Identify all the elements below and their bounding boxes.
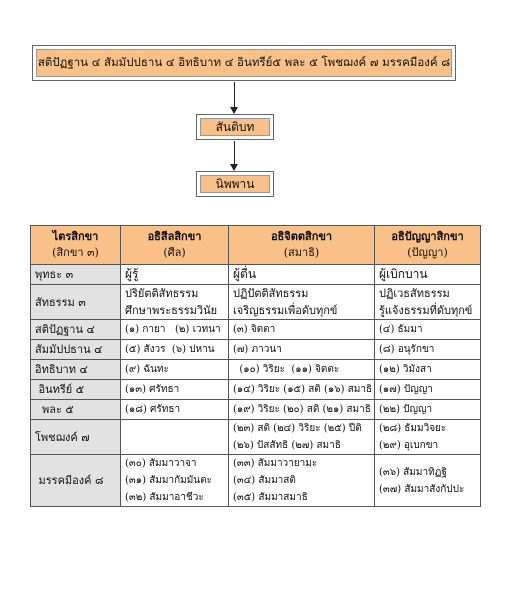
table-cell-c1 <box>121 420 229 455</box>
cell-line: (๑๔) วิริยะ (๑๕) สติ (๑๖) สมาธิ <box>233 384 373 395</box>
table-cell-c3 <box>375 340 481 360</box>
cell-line: (๒๓) สติ (๒๔) วิริยะ (๒๕) ปีติ <box>233 423 362 434</box>
cell-line: (๘) อนุรักขา <box>379 344 435 355</box>
table-cell-c1 <box>121 285 229 320</box>
cell-line: (๓๔) สัมมาสติ <box>233 475 296 486</box>
table-cell-c1 <box>121 320 229 340</box>
table-cell-c1 <box>121 265 229 285</box>
row-label: พุทธะ ๓ <box>31 265 121 285</box>
table-cell-c1 <box>121 455 229 507</box>
cell-line: (๒๖) ปัสสัทธิ (๒๗) สมาธิ <box>233 440 341 451</box>
santibot-text: สันติบท <box>215 119 255 134</box>
row-label: สัมมัปปธาน ๔ <box>31 340 121 360</box>
table-cell-c3 <box>375 400 481 420</box>
table-cell-c1 <box>121 400 229 420</box>
table-cell-c2 <box>229 340 375 360</box>
header-trisikkha: ไตรสิกขา (สิกขา ๓) <box>31 226 121 265</box>
table-cell-c2 <box>229 420 375 455</box>
table-cell-c3 <box>375 455 481 507</box>
table-row <box>31 285 481 320</box>
cell-line: ผู้เบิกบาน <box>379 267 428 281</box>
nibbana-text: นิพพาน <box>215 176 255 191</box>
cell-line: (๑๒) วิมังสา <box>379 364 432 375</box>
table-cell-c2 <box>229 285 375 320</box>
table-row <box>31 360 481 380</box>
cell-line: (๒๙) อุเบกขา <box>379 440 439 451</box>
header-panna: อธิปัญญาสิกขา (ปัญญา) <box>375 226 481 265</box>
row-label: อิทธิบาท ๔ <box>31 360 121 380</box>
cell-line: (๙) ฉันทะ <box>125 364 169 375</box>
cell-line: (๓๖) สัมมาทิฏฐิ <box>379 466 447 478</box>
table-cell-c3 <box>375 420 481 455</box>
cell-line: (๑๓) ศรัทธา <box>125 384 180 395</box>
arrow-down-1 <box>234 82 235 113</box>
table-cell-c3 <box>375 360 481 380</box>
cell-line: ปริยัตติสัทธรรม <box>125 287 199 300</box>
santibot-box <box>196 114 274 140</box>
row-label: สติปัฏฐาน ๔ <box>31 320 121 340</box>
table-cell-c3 <box>375 320 481 340</box>
table-row <box>31 455 481 507</box>
cell-line: ผู้รู้ <box>125 267 139 281</box>
table-row <box>31 340 481 360</box>
table-cell-c1 <box>121 360 229 380</box>
cell-line: ผู้ตื่น <box>233 267 257 281</box>
table-cell-c2 <box>229 455 375 507</box>
table-cell-c2 <box>229 360 375 380</box>
cell-line: ศึกษาพระธรรมวินัย <box>125 304 218 317</box>
table-cell-c3 <box>375 285 481 320</box>
cell-line: (๓๒) สัมมาอาชีวะ <box>125 492 204 503</box>
top-concepts-box <box>32 45 456 81</box>
header-samadhi: อธิจิตตสิกขา (สมาธิ) <box>229 226 375 265</box>
cell-line: (๒๘) ธัมมวิจยะ <box>379 423 447 434</box>
cell-line: (๓๓) สัมมาวายามะ <box>233 458 318 469</box>
cell-line: (๓๗) สัมมาสังกัปปะ <box>379 483 465 495</box>
cell-line: (๓๐) สัมมาวาจา <box>125 458 197 469</box>
cell-line: ปฏิปัตติสัทธรรม <box>233 287 309 300</box>
row-label: มรรคมีองค์ ๘ <box>31 455 121 507</box>
cell-line: (๕) สังวร (๖) ปหาน <box>125 344 215 355</box>
cell-line: (๗) ภาวนา <box>233 344 282 355</box>
cell-line: (๓๑) สัมมากัมมันตะ <box>125 475 213 486</box>
table-row <box>31 265 481 285</box>
table-cell-c3 <box>375 380 481 400</box>
row-label: พละ ๕ <box>31 400 121 420</box>
table-cell-c2 <box>229 265 375 285</box>
cell-line: (๑๙) วิริยะ (๒๐) สติ (๒๑) สมาธิ <box>233 404 371 415</box>
table-cell-c2 <box>229 380 375 400</box>
cell-line: (๒๒) ปัญญา <box>379 404 433 415</box>
table-header-row <box>31 226 481 265</box>
cell-line: (๑๗) ปัญญา <box>379 384 433 395</box>
cell-line: เจริญธรรมเพื่อดับทุกข์ <box>233 304 338 317</box>
cell-line: (๓) จิตตา <box>233 324 276 335</box>
table-cell-c2 <box>229 400 375 420</box>
arrow-down-2 <box>234 141 235 170</box>
table-row <box>31 420 481 455</box>
table-cell-c1 <box>121 340 229 360</box>
top-concepts-text: สติปัฏฐาน ๔ สัมมัปปธาน ๔ อิทธิบาท ๔ อินทรีย์๕ พละ ๕ โพชฌงค์ ๗ มรรคมีองค์ ๘ <box>37 55 451 69</box>
cell-line: (๑๐) วิริยะ (๑๑) จิตตะ <box>233 364 340 375</box>
row-label: อินทรีย์ ๕ <box>31 380 121 400</box>
header-sila: อธิสีลสิกขา (ศีล) <box>121 226 229 265</box>
row-label: โพชฌงค์ ๗ <box>31 420 121 455</box>
cell-line: ปฏิเวธสัทธรรม <box>379 287 450 300</box>
table-cell-c2 <box>229 320 375 340</box>
cell-line: (๑๘) ศรัทธา <box>125 404 181 415</box>
cell-line: (๑) กายา (๒) เวทนา <box>125 324 221 335</box>
table-row <box>31 400 481 420</box>
cell-line: (๓๕) สัมมาสมาธิ <box>233 492 308 503</box>
table-row <box>31 380 481 400</box>
table-cell-c1 <box>121 380 229 400</box>
row-label: สัทธรรม ๓ <box>31 285 121 320</box>
cell-line: รู้แจ้งธรรมที่ดับทุกข์ <box>379 304 473 317</box>
table-row <box>31 320 481 340</box>
threefold-training-table <box>30 225 481 507</box>
table-cell-c3 <box>375 265 481 285</box>
cell-line: (๔) ธัมมา <box>379 324 423 335</box>
nibbana-box <box>196 171 274 197</box>
